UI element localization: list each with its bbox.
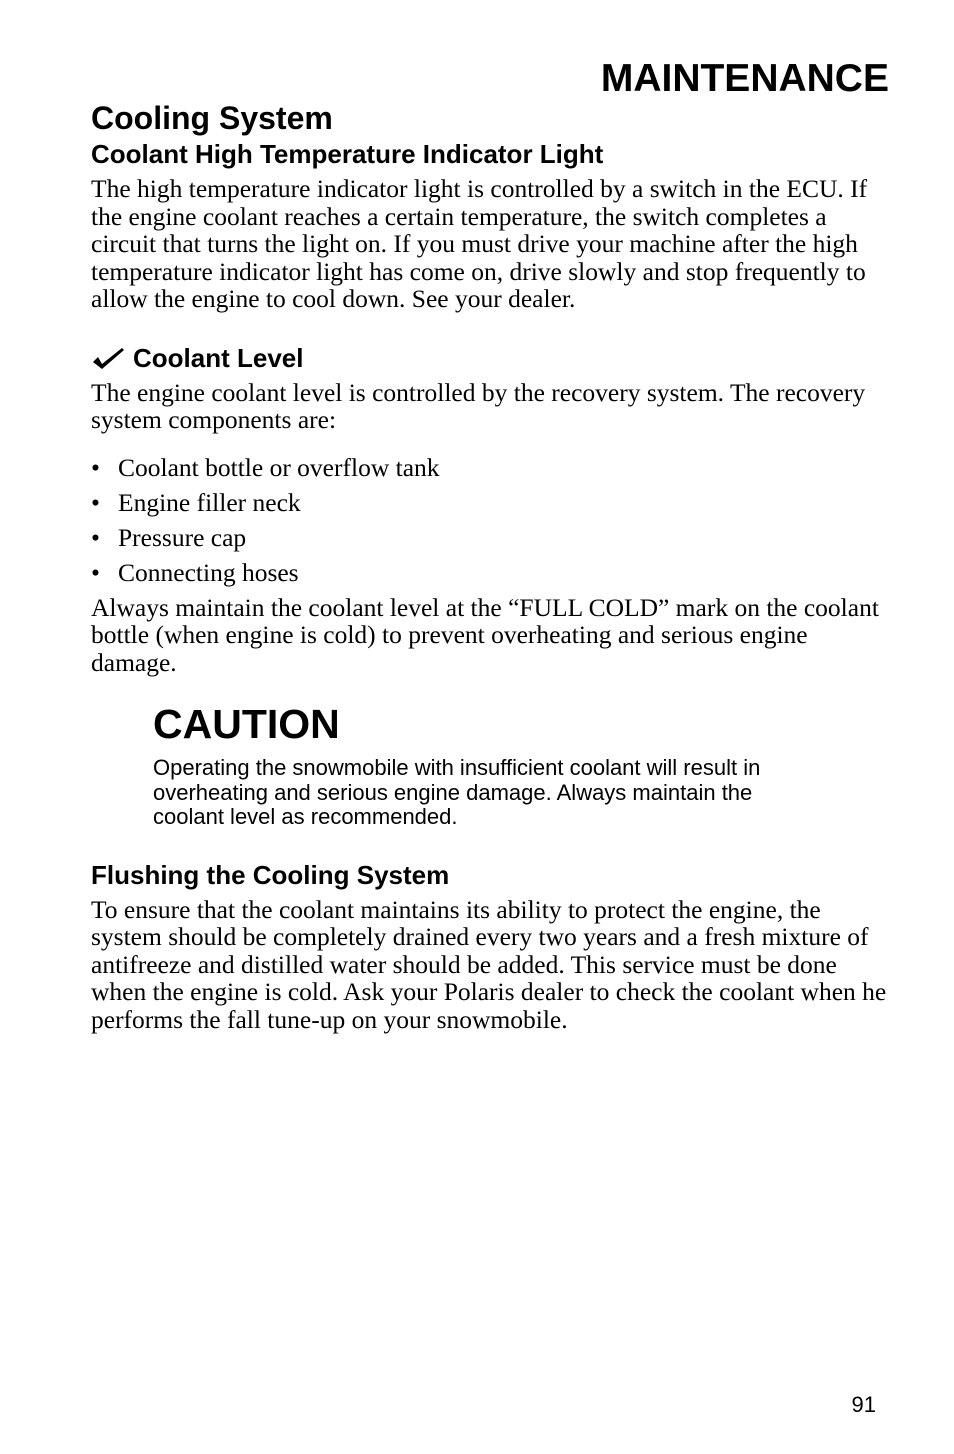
list-item (91, 450, 891, 485)
bullet: • (91, 557, 100, 587)
coolant-level-note: Always maintain the coolant level at the “FULL COLD” mark on the coolant bottle (when engine is cold) to prevent overheating and serious engine damage. (91, 592, 879, 677)
components-list (91, 450, 891, 590)
flushing-heading: Flushing the Cooling System (91, 859, 450, 890)
list-item (91, 520, 891, 555)
bullet: • (91, 522, 100, 552)
list-item-text: Connecting hoses (118, 557, 299, 587)
coolant-level-heading: Coolant Level (133, 342, 304, 373)
indicator-light-heading: Coolant High Temperature Indicator Light (91, 139, 604, 169)
coolant-level-intro: The engine coolant level is controlled by the recovery system. The recovery system components are: (91, 377, 866, 434)
caution-title: CAUTION (153, 701, 340, 747)
list-item-text: Coolant bottle or overflow tank (118, 452, 440, 482)
bullet: • (91, 452, 100, 482)
caution-line: overheating and serious engine damage. Always maintain the (153, 779, 753, 805)
section-title: Cooling System (91, 100, 333, 136)
caution-text (153, 756, 873, 830)
page-number: 91 (851, 1392, 876, 1417)
bullet: • (91, 487, 100, 517)
coolant-level-heading-row (91, 341, 891, 375)
caution-line: coolant level as recommended. (153, 804, 458, 829)
indicator-light-paragraph: The high temperature indicator light is controlled by a switch in the ECU. If the engine coolant reaches a certain temperature, the switch completes a circuit that turns the light on. If you must drive your machine after the high temperature indicator light has come on, drive slowly and stop frequently to allow the engine to cool down. See your dealer. (91, 174, 868, 313)
list-item-text: Pressure cap (118, 522, 247, 552)
checkmark-icon (91, 345, 125, 371)
chapter-title: MAINTENANCE (600, 57, 889, 100)
caution-box (153, 700, 891, 830)
list-item-text: Engine filler neck (118, 487, 301, 517)
list-item (91, 485, 891, 520)
page-content (91, 99, 891, 1033)
list-item (91, 555, 891, 590)
caution-line: Operating the snowmobile with insufficient coolant will result in (153, 755, 761, 780)
flushing-paragraph: To ensure that the coolant maintains its ability to protect the engine, the system should be completely drained every two years and a fresh mixture of antifreeze and distilled water should be added. This service must be done when the engine is cold. Ask your Polaris dealer to check the coolant when he performs the fall tune-up on your snowmobile. (91, 894, 887, 1034)
